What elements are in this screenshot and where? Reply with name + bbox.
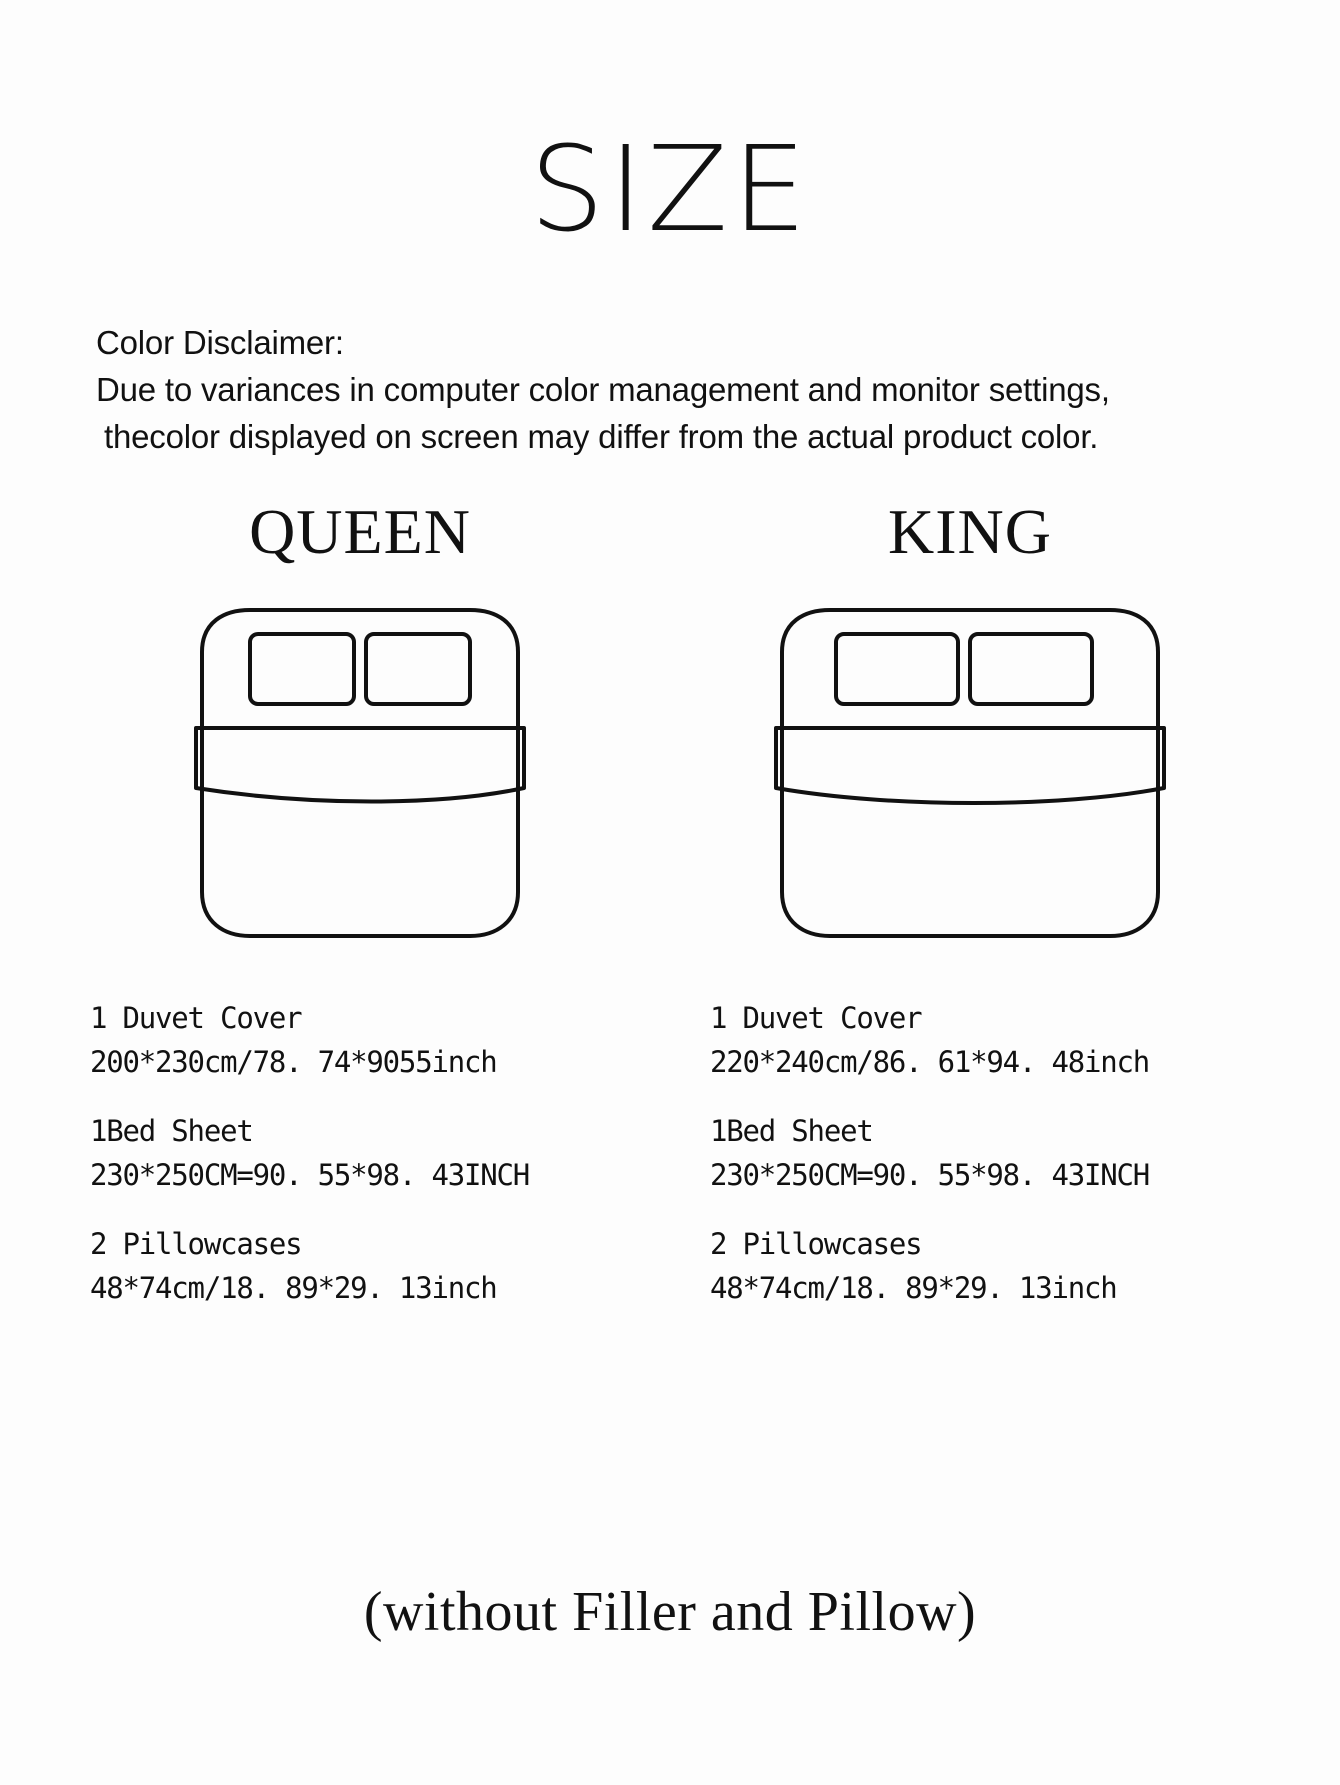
spec-item — [710, 1110, 1250, 1197]
spec-name: 1Bed Sheet — [90, 1114, 253, 1148]
size-column-queen — [80, 496, 640, 1336]
spec-name: 2 Pillowcases — [710, 1227, 922, 1261]
disclaimer-line-3: thecolor displayed on screen may differ from the actual product color. — [104, 417, 1099, 455]
spec-name: 1 Duvet Cover — [90, 1001, 302, 1035]
bed-with-two-pillows-icon — [770, 592, 1170, 957]
spec-item — [90, 1110, 640, 1197]
spec-name: 1 Duvet Cover — [710, 1001, 922, 1035]
bed-with-two-pillows-icon — [190, 592, 530, 957]
spec-dimensions: 200*230cm/78. 74*9055inch — [90, 1044, 497, 1079]
color-disclaimer — [96, 320, 1256, 461]
spec-item — [90, 1223, 640, 1310]
spec-item — [90, 997, 640, 1084]
disclaimer-line-2: Due to variances in computer color management and monitor settings, — [96, 370, 1110, 408]
spec-dimensions: 48*74cm/18. 89*29. 13inch — [90, 1270, 497, 1305]
spec-dimensions: 220*240cm/86. 61*94. 48inch — [710, 1044, 1150, 1079]
spec-dimensions: 48*74cm/18. 89*29. 13inch — [710, 1270, 1117, 1305]
spec-item — [710, 997, 1250, 1084]
size-column-king — [690, 496, 1250, 1336]
column-heading-queen: QUEEN — [249, 496, 471, 567]
spec-dimensions: 230*250CM=90. 55*98. 43INCH — [710, 1157, 1150, 1192]
spec-name: 1Bed Sheet — [710, 1114, 873, 1148]
page-title: SIZE — [529, 120, 811, 258]
spec-item — [710, 1223, 1250, 1310]
spec-dimensions: 230*250CM=90. 55*98. 43INCH — [90, 1157, 530, 1192]
spec-list-queen — [80, 997, 640, 1310]
column-heading-king: KING — [888, 496, 1052, 567]
spec-name: 2 Pillowcases — [90, 1227, 302, 1261]
spec-list-king — [690, 997, 1250, 1310]
footer-note: (without Filler and Pillow) — [363, 1581, 977, 1643]
disclaimer-heading: Color Disclaimer: — [96, 324, 344, 361]
